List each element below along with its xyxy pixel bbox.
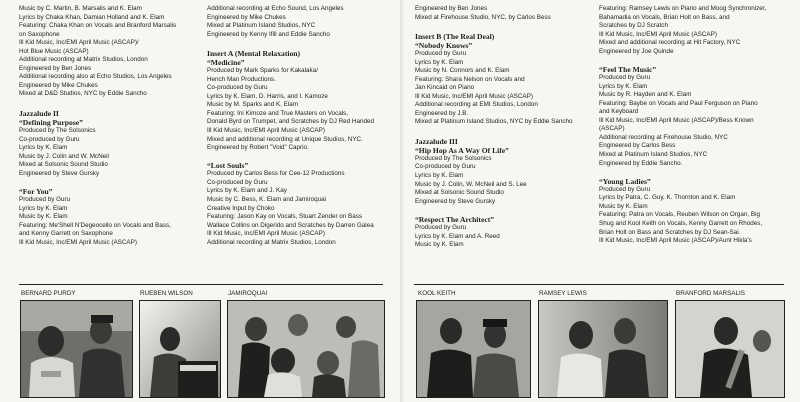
credit-line: Featuring: Chaka Khan on Vocals and Branford Marsalis — [19, 22, 177, 30]
credit-line: Music by J. Colin, W. McNeil and S. Lee — [415, 180, 527, 188]
credit-line: Engineered by Ben Jones — [415, 5, 488, 12]
track-title: “Young Ladies” — [599, 176, 651, 186]
credit-line: Music by K. Elam — [415, 241, 464, 249]
credits-column-4 — [599, 5, 766, 246]
credit-line: Co-produced by Guru — [415, 163, 476, 171]
credit-line: Additional recording at EMI Studios, London — [415, 101, 538, 109]
photo-kool-keith — [416, 300, 531, 398]
track-title: “Medicine” — [207, 57, 245, 67]
credit-line: Co-produced by Guru — [19, 135, 80, 143]
credit-line: on Saxophone — [19, 30, 60, 38]
credit-lines — [415, 224, 573, 250]
credit-line: Lyrics by K. Elam and J. Kay — [207, 187, 287, 195]
photo-bernard-purdy — [20, 300, 133, 398]
credit-line: Ill Kid Music, Inc/EMI April Music (ASCAP) — [207, 230, 325, 238]
credit-line: Engineered by Kenny Ifill and Eddie Sancho — [207, 30, 330, 38]
credit-line: Wallace Collins on Digerido and Scratches by Darren Galea — [207, 221, 374, 229]
credit-line: Featuring: Baybe on Vocals and Paul Ferguson on Piano — [599, 99, 758, 107]
credit-line: Music by R. Hayden and K. Elam — [599, 91, 692, 99]
photo-ramsey-lewis — [538, 300, 668, 398]
page-fold — [400, 0, 403, 402]
credit-lines — [599, 186, 766, 246]
credit-line: Engineered by Ben Jones — [19, 64, 92, 72]
credit-line: Featuring: Shara Nelson on Vocals and — [415, 75, 525, 83]
credit-line: Lyrics by K. Elam and A. Reed — [415, 232, 500, 240]
credits-column-1 — [19, 5, 176, 247]
credit-line: Engineered by Mike Chukes — [207, 13, 286, 21]
credit-line: Ill Kid Music, Inc/EMI April Music (ASCAP)/ — [19, 39, 139, 47]
credit-line: Brian Holt on Bass and Scratches by DJ Sean-Sai. — [599, 228, 741, 236]
credit-line: Music by M. Sparks and K. Elam — [207, 101, 298, 109]
divider-left — [19, 284, 383, 285]
credit-line: Mixed at Firehouse Studio, NYC, by Carlos Bess — [415, 13, 551, 21]
credit-line: Mixed at Platinum Island Studios, NYC by Eddie Sancho — [415, 118, 573, 126]
credit-line: Produced by Guru — [415, 223, 467, 231]
section-heading: Jazzalude III — [415, 136, 458, 146]
section-heading: Insert B (The Real Deal) — [415, 31, 495, 41]
credit-line: Ill Kid Music, Inc/EMI April Music (ASCAP) — [207, 126, 325, 134]
credit-line: Ill Kid Music, Inc/EMI April Music (ASCAP)/Bess Known — [599, 116, 754, 124]
credit-line: Mixed at Solsonic Sound Studio — [415, 189, 504, 197]
photo-rueben-wilson — [139, 300, 221, 398]
credit-line: Engineered by Joe Quinde — [599, 47, 674, 55]
credit-line: Music by C. Martin, B. Marsalis and K. Elam — [19, 5, 142, 12]
credit-line: Hot Blue Music (ASCAP) — [19, 47, 89, 55]
credit-line: Lyrics by K. Elam — [599, 82, 648, 90]
credit-line: Mixed and additional recording at Unique Studios, NYC. — [207, 135, 363, 143]
track-title: “Feel The Music” — [599, 64, 657, 74]
credit-line: Jan Kincaid on Piano — [415, 84, 475, 92]
credit-line: (ASCAP) — [599, 125, 625, 133]
credit-line: Ill Kid Music, Inc/EMI April Music (ASCAP) — [599, 30, 717, 38]
photo-label-branford-marsalis: BRANFORD MARSALIS — [676, 290, 745, 297]
credit-line: Engineered by J.B. — [415, 109, 469, 117]
credit-line: Engineered by Mike Chukes — [19, 81, 98, 89]
credit-line: Produced by Guru — [599, 185, 651, 193]
photo-label-jamiroquai: JAMIROQUAI — [228, 290, 268, 297]
credit-line: Mixed at Solsonic Sound Studio — [19, 161, 108, 169]
track-title: “Defining Purpose” — [19, 117, 83, 127]
credit-lines — [415, 5, 573, 22]
credit-lines — [599, 5, 766, 56]
credit-lines — [207, 170, 374, 247]
photo-label-ramsey-lewis: RAMSEY LEWIS — [539, 290, 587, 297]
credit-line: Lyrics by Patra, C. Guy, K. Thornton and K. Elam — [599, 194, 736, 202]
credit-line: Featuring: Jason Kay on Vocals, Stuart Zender on Bass — [207, 213, 363, 221]
credit-line: and Keyboard — [599, 108, 639, 116]
credit-line: Co-produced by Guru — [207, 178, 268, 186]
credit-lines — [415, 50, 573, 127]
credit-line: Scratches by DJ Scratch — [599, 22, 668, 30]
credit-lines — [19, 5, 176, 99]
credit-line: Lyrics by K. Elam — [19, 204, 68, 212]
credit-line: Featuring: Ramsey Lewis on Piano and Moog Synchronizer, — [599, 5, 767, 12]
credit-line: Mixed at Platinum Island Studios, NYC — [207, 22, 316, 30]
credit-line: Produced by Carlos Bess for Cee-12 Productions — [207, 170, 345, 178]
credit-line: and Kenny Garrett on Saxophone — [19, 230, 113, 238]
credit-line: Featuring: Me'Shell N'Degeocello on Vocals and Bass, — [19, 221, 171, 229]
credit-line: Engineered by Robert "Void" Caprio. — [207, 144, 309, 152]
divider-right — [414, 284, 784, 285]
credit-lines — [599, 74, 766, 168]
credit-line: Produced by Guru — [599, 74, 651, 82]
credit-line: Engineered by Steve Gursky — [415, 197, 496, 205]
credit-line: Produced by The Solsonics — [415, 154, 492, 162]
credit-line: Engineered by Carlos Bess — [599, 142, 676, 150]
track-title: “Hip Hop As A Way Of Life” — [415, 145, 509, 155]
credit-line: Music by K. Elam — [19, 213, 68, 221]
track-title: “For You” — [19, 186, 53, 196]
credit-line: Additional recording at Matrix Studios, London — [19, 56, 148, 64]
credit-line: Ill Kid Music, Inc/EMI April Music (ASCAP) — [19, 238, 137, 246]
credit-line: Featuring: Ini Kimoze and True Masters on Vocals, — [207, 109, 349, 117]
credit-line: Produced by The Solsonics — [19, 126, 96, 134]
credit-line: Produced by Guru — [415, 50, 467, 58]
credit-line: Music by N. Connors and K. Elam — [415, 67, 510, 75]
credit-line: Donald Byrd on Trumpet, and Scratches by DJ Red Handed — [207, 118, 374, 126]
credit-lines — [207, 5, 374, 39]
credit-lines — [19, 196, 176, 247]
credit-line: Mixed at Platinum Island Studios, NYC — [599, 150, 708, 158]
credit-line: Music by C. Bess, K. Elam and Jamiroquai — [207, 196, 326, 203]
track-title: “Nobody Knows” — [415, 40, 473, 50]
credit-line: Lyrics by Chaka Khan, Damian Holland and K. Elam — [19, 13, 165, 21]
credit-line: Bahamadia on Vocals, Brian Holt on Bass, and — [599, 13, 730, 21]
credit-line: Lyrics by K. Elam, D. Harris, and I. Kamoze — [207, 92, 328, 100]
credit-lines — [19, 127, 176, 178]
section-heading: Insert A (Mental Relaxation) — [207, 48, 301, 58]
credit-line: Lyrics by K. Elam — [19, 144, 68, 152]
credit-line: Shug and Kool Keith on Vocals, Kenny Garrett on Rhodes, — [599, 219, 763, 227]
track-title: “Lost Souls” — [207, 161, 249, 171]
credit-line: Mixed and additional recording at Hit Factory, NYC — [599, 39, 741, 47]
credits-column-3 — [415, 5, 573, 250]
credit-line: Featuring: Patra on Vocals, Reuben Wilson on Organ, Big — [599, 211, 761, 219]
credit-line: Produced by Mark Sparks for Kakalaka/ — [207, 67, 318, 75]
credits-column-2 — [207, 5, 374, 247]
photo-branford-marsalis — [675, 300, 785, 398]
photo-label-rueben-wilson: RUEBEN WILSON — [140, 290, 193, 297]
credit-line: Ill Kid Music, Inc/EMI April Music (ASCAP) — [415, 92, 533, 100]
photo-jamiroquai — [227, 300, 385, 398]
credit-line: Music by J. Colin and W. McNeil — [19, 152, 109, 160]
photo-label-bernard-purdy: BERNARD PURDY — [21, 290, 76, 297]
photo-label-kool-keith: KOOL KEITH — [418, 290, 456, 297]
credit-line: Additional recording also at Echo Studios, Los Angeles — [19, 73, 172, 81]
section-heading: Jazzalude II — [19, 108, 59, 118]
credit-line: Co-produced by Guru — [207, 84, 268, 92]
credit-line: Ill Kid Music, Inc/EMI April Music (ASCAP)/Aunt Hikla's — [599, 237, 752, 245]
credit-line: Produced by Guru — [19, 196, 71, 203]
credit-line: Additional recording at Echo Sound, Los Angeles — [207, 5, 344, 12]
credit-line: Lyrics by K. Elam — [415, 58, 464, 66]
credit-line: Creative Input by Choko — [207, 204, 275, 212]
credit-line: Music by K. Elam — [599, 202, 648, 210]
credit-line: Additional recording at Matrix Studios, London — [207, 238, 336, 246]
credit-line: Hench Man Productions. — [207, 75, 276, 83]
track-title: “Respect The Architect” — [415, 214, 495, 224]
credit-lines — [207, 67, 374, 152]
credit-line: Lyrics by K. Elam — [415, 172, 464, 180]
credit-line: Mixed at D&D Studios, NYC by Eddie Sancho — [19, 90, 147, 98]
credit-lines — [415, 155, 573, 206]
credit-line: Additional recording at Firehouse Studio, NYC — [599, 133, 728, 141]
credit-line: Engineered by Eddie Sancho. — [599, 159, 683, 167]
credit-line: Engineered by Steve Gursky — [19, 169, 100, 177]
